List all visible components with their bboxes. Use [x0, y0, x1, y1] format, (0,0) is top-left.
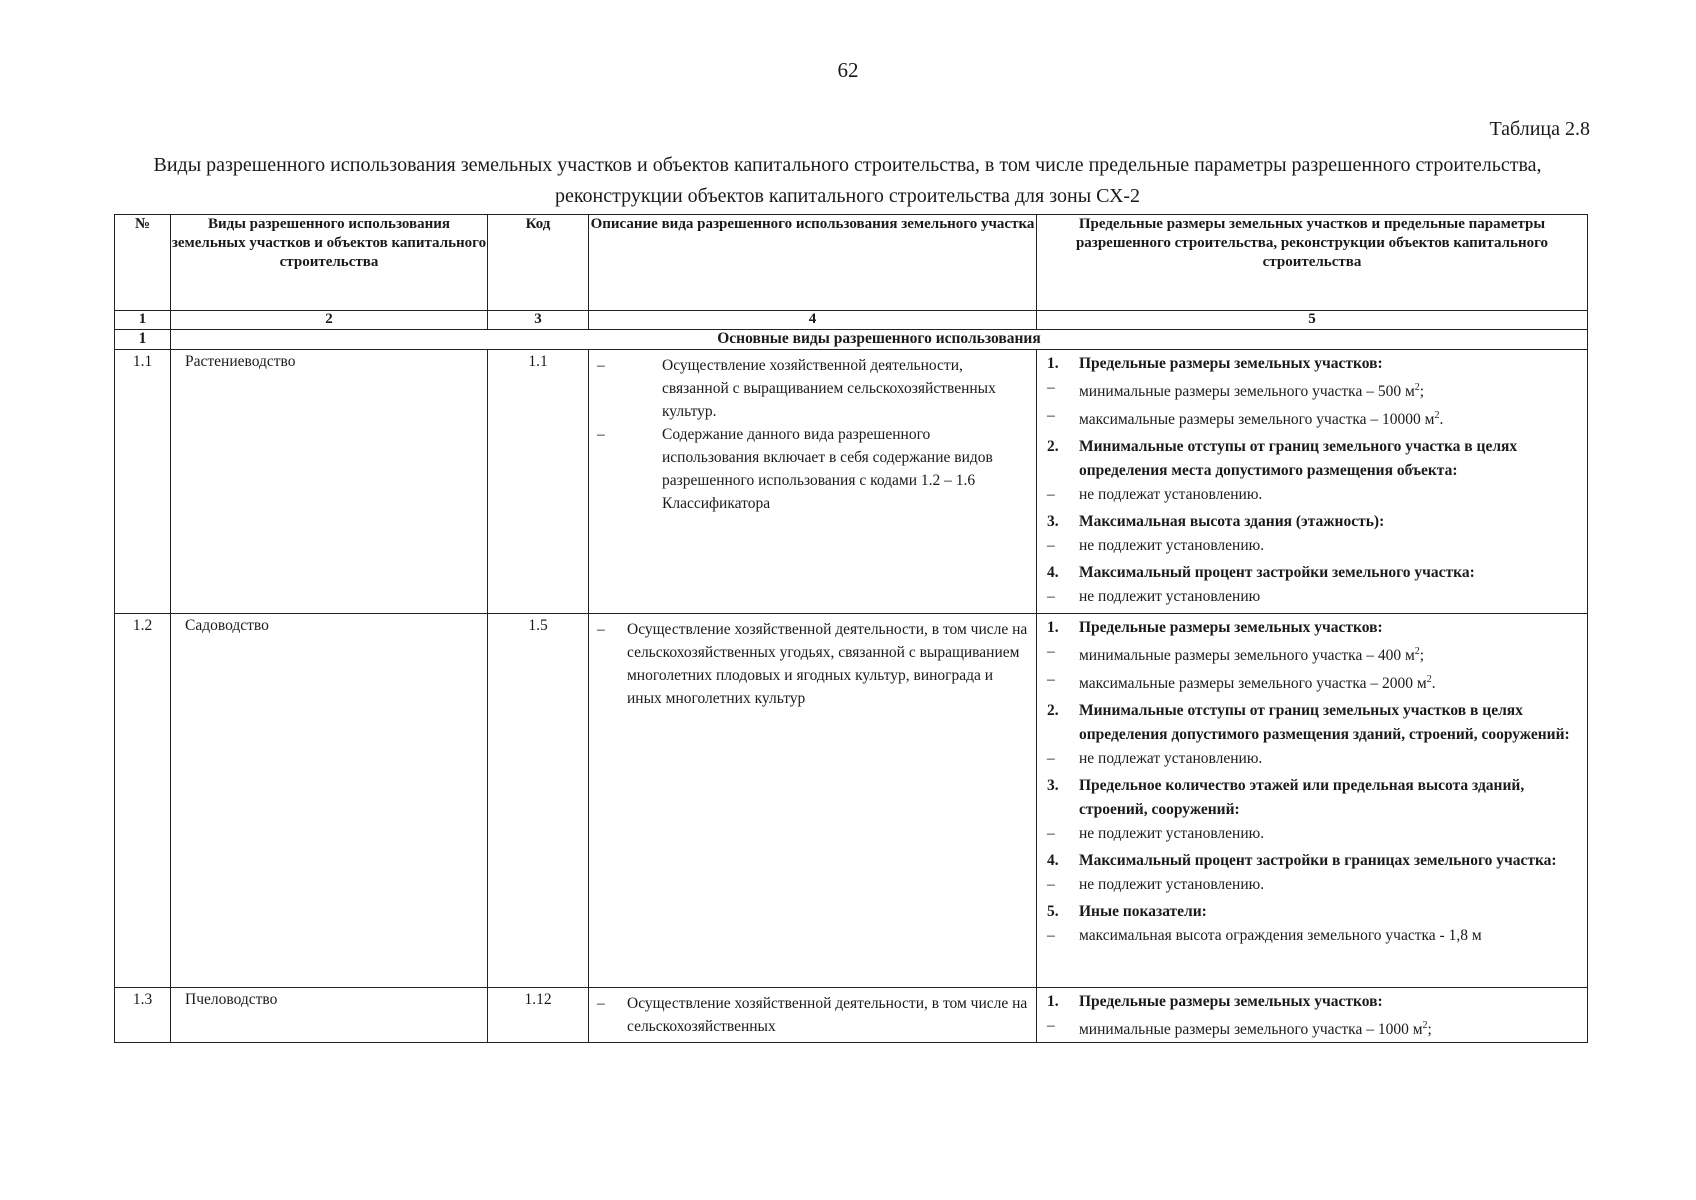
parameter-text: максимальная высота ограждения земельного участка - 1,8 м — [1079, 927, 1482, 945]
row-code: 1.1 — [488, 350, 589, 614]
parameter-text: максимальные размеры земельного участка – 10000 $м^2$. — [1079, 410, 1444, 429]
parameter-text: минимальные размеры земельного участка – 500 $м^2$; — [1079, 382, 1425, 401]
parameter-text: Иные показатели: — [1079, 903, 1207, 921]
description-item — [597, 354, 1030, 423]
parameter-text: Предельные размеры земельных участков: — [1079, 993, 1383, 1010]
parameter-line — [1047, 873, 1581, 897]
header-code: Код — [488, 215, 589, 311]
description-list — [597, 618, 1030, 710]
parameter-marker: – — [1047, 927, 1055, 945]
row-number: 1.3 — [115, 988, 171, 1043]
parameter-line — [1047, 849, 1581, 873]
parameter-line — [1047, 900, 1581, 924]
row-code: 1.12 — [488, 988, 589, 1043]
parameter-marker: – — [1047, 486, 1055, 504]
dash-marker: – — [597, 995, 605, 1012]
document-title: Виды разрешенного использования земельных участков и объектов капитального строительства, в том числе предельные параметры разрешенного строительства, реконструкции объектов капитального строительства для зоны СХ-2 — [153, 154, 1542, 207]
parameter-marker: 1. — [1047, 993, 1059, 1010]
parameter-text: минимальные размеры земельного участка – 1000 $м^2$; — [1079, 1020, 1432, 1039]
page-number: 62 — [837, 58, 859, 82]
header-params: Предельные размеры земельных участков и предельные параметры разрешенного строительства, реконструкции объектов капитального строительства — [1037, 215, 1588, 311]
row-description — [589, 614, 1037, 988]
row-use-type: Растениеводство — [171, 350, 488, 614]
parameter-text: Максимальный процент застройки земельного участка: — [1079, 564, 1475, 582]
dash-marker: – — [597, 357, 605, 374]
parameter-line — [1047, 616, 1581, 640]
parameter-text: Максимальный процент застройки в границах земельного участка: — [1079, 852, 1557, 870]
parameter-marker: – — [1047, 825, 1055, 843]
parameter-text: минимальные размеры земельного участка – 400 $м^2$; — [1079, 646, 1425, 665]
parameter-text: Предельное количество этажей или предельная высота зданий, строений, сооружений: — [1079, 777, 1525, 819]
table-row — [115, 988, 1588, 1043]
parameter-text: Максимальная высота здания (этажность): — [1079, 513, 1385, 531]
header-description: Описание вида разрешенного использования земельного участка — [589, 215, 1037, 311]
parameter-text: не подлежит установлению. — [1079, 876, 1265, 894]
parameter-marker: – — [1047, 379, 1055, 396]
parameter-line — [1047, 668, 1581, 696]
parameter-line — [1047, 924, 1581, 948]
description-text: Осуществление хозяйственной деятельности, в том числе на сельскохозяйственных — [627, 995, 1028, 1035]
parameter-marker: 3. — [1047, 513, 1059, 531]
parameter-marker: – — [1047, 588, 1055, 606]
parameter-marker: – — [1047, 750, 1055, 768]
row-use-type: Пчеловодство — [171, 988, 488, 1043]
parameter-line — [1047, 747, 1581, 771]
parameter-marker: – — [1047, 643, 1055, 660]
parameter-marker: 1. — [1047, 355, 1059, 372]
section-title: Основные виды разрешенного использования — [171, 330, 1588, 350]
parameter-marker: – — [1047, 1017, 1055, 1034]
land-use-table — [114, 214, 1588, 1043]
parameter-text: Предельные размеры земельных участков: — [1079, 619, 1383, 636]
table-row — [115, 614, 1588, 988]
parameter-line — [1047, 822, 1581, 846]
row-number: 1.2 — [115, 614, 171, 988]
table-row — [115, 350, 1588, 614]
parameter-line — [1047, 352, 1581, 376]
parameter-text: не подлежит установлению — [1079, 588, 1261, 606]
parameter-line — [1047, 585, 1581, 609]
description-text: Осуществление хозяйственной деятельности, связанной с выращиванием сельскохозяйственных культур. — [662, 357, 996, 420]
parameter-marker: 5. — [1047, 903, 1059, 921]
parameter-line — [1047, 774, 1581, 822]
row-parameters — [1037, 350, 1588, 614]
row-description — [589, 988, 1037, 1043]
parameter-line — [1047, 435, 1581, 483]
parameter-marker: – — [1047, 876, 1055, 894]
parameter-line — [1047, 376, 1581, 404]
parameter-line — [1047, 990, 1581, 1014]
dash-marker: – — [597, 621, 605, 638]
parameter-marker: 4. — [1047, 564, 1059, 582]
parameter-text: Предельные размеры земельных участков: — [1079, 355, 1383, 372]
section-row — [115, 330, 1588, 350]
parameter-marker: – — [1047, 407, 1055, 425]
parameter-marker: – — [1047, 671, 1055, 689]
table-body — [115, 350, 1588, 1043]
column-number: 5 — [1037, 311, 1588, 330]
parameter-marker: 2. — [1047, 702, 1059, 720]
dash-marker: – — [597, 426, 605, 443]
description-item — [597, 618, 1030, 710]
row-parameters — [1037, 614, 1588, 988]
header-no: № — [115, 215, 171, 311]
column-number: 4 — [589, 311, 1037, 330]
column-number-row — [115, 311, 1588, 330]
description-list — [597, 992, 1030, 1038]
table-caption: Таблица 2.8 — [1489, 118, 1590, 140]
parameter-marker: 3. — [1047, 777, 1059, 795]
parameter-marker: – — [1047, 537, 1055, 555]
parameter-marker: 1. — [1047, 619, 1059, 636]
parameter-marker: 4. — [1047, 852, 1059, 870]
table-header-row — [115, 215, 1588, 311]
parameter-line — [1047, 404, 1581, 432]
description-list — [597, 354, 1030, 515]
parameter-text: Минимальные отступы от границ земельного участка в целях определения места допустимого размещения объекта: — [1079, 438, 1518, 480]
header-types: Виды разрешенного использования земельных участков и объектов капитального строительства — [171, 215, 488, 311]
description-item — [597, 992, 1030, 1038]
row-number: 1.1 — [115, 350, 171, 614]
parameter-text: не подлежат установлению. — [1079, 486, 1263, 504]
parameter-text: Минимальные отступы от границ земельных участков в целях определения допустимого размещения зданий, строений, сооружений: — [1079, 702, 1570, 744]
parameter-line — [1047, 534, 1581, 558]
section-number: 1 — [115, 330, 171, 350]
row-code: 1.5 — [488, 614, 589, 988]
description-text: Содержание данного вида разрешенного использования включает в себя содержание видов разрешенного использования с кодами 1.2 – 1.6 Классификатора — [662, 426, 993, 512]
row-parameters — [1037, 988, 1588, 1043]
parameter-marker: 2. — [1047, 438, 1059, 456]
column-number: 1 — [115, 311, 171, 330]
parameter-text: максимальные размеры земельного участка – 2000 $м^2$. — [1079, 674, 1436, 693]
column-number: 2 — [171, 311, 488, 330]
parameter-line — [1047, 640, 1581, 668]
parameter-line — [1047, 699, 1581, 747]
column-number: 3 — [488, 311, 589, 330]
row-use-type: Садоводство — [171, 614, 488, 988]
parameter-text: не подлежат установлению. — [1079, 750, 1263, 768]
description-text: Осуществление хозяйственной деятельности, в том числе на сельскохозяйственных угодьях, связанной с выращиванием многолетних плодовых и ягодных культур, винограда и иных многолетних культур — [627, 621, 1028, 707]
parameter-line — [1047, 561, 1581, 585]
description-item — [597, 423, 1030, 515]
parameter-text: не подлежит установлению. — [1079, 537, 1265, 555]
parameter-line — [1047, 510, 1581, 534]
row-description — [589, 350, 1037, 614]
parameter-line — [1047, 1014, 1581, 1042]
parameter-text: не подлежит установлению. — [1079, 825, 1265, 843]
parameter-line — [1047, 483, 1581, 507]
